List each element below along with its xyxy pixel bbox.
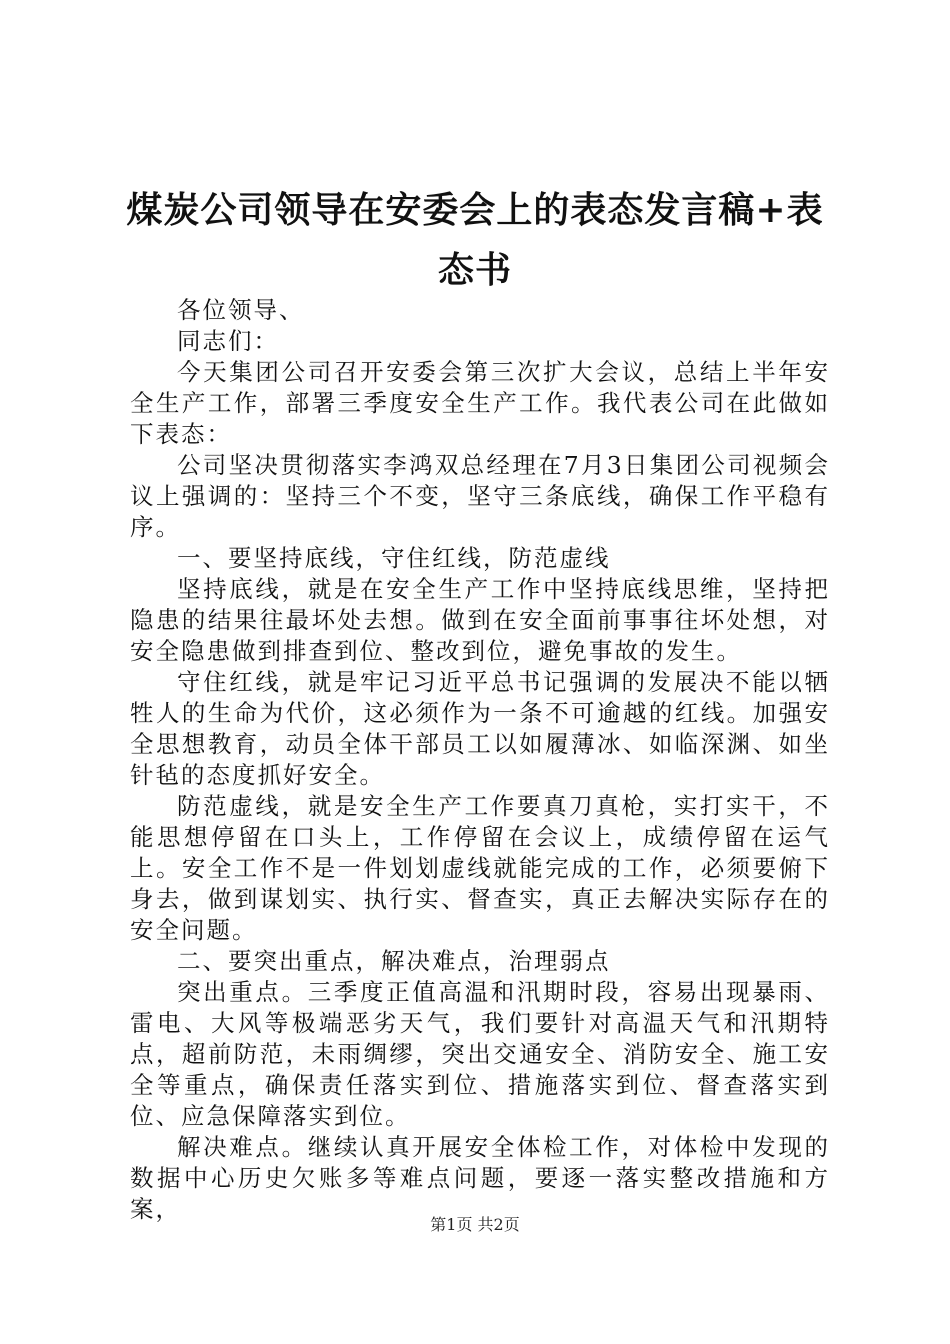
paragraph: 突出重点。三季度正值高温和汛期时段，容易出现暴雨、雷电、大风等极端恶劣天气，我们要针对高温天气和汛期特点，超前防范，未雨绸缪，突出交通安全、消防安全、施工安全等重点，确保责任落实到位、措施落实到位、督查落实到位、应急保障落实到位。 xyxy=(130,978,830,1130)
paragraph: 守住红线，就是牢记习近平总书记强调的发展决不能以牺牲人的生命为代价，这必须作为一条不可逾越的红线。加强安全思想教育，动员全体干部员工以如履薄冰、如临深渊、如坐针毡的态度抓好安全。 xyxy=(130,668,830,789)
page-footer: 第1页 共2页 xyxy=(430,1215,520,1234)
paragraph: 今天集团公司召开安委会第三次扩大会议，总结上半年安全生产工作，部署三季度安全生产工作。我代表公司在此做如下表态： xyxy=(130,358,830,448)
paragraph: 解决难点。继续认真开展安全体检工作，对体检中发现的数据中心历史欠账多等难点问题，要逐一落实整改措施和方案， xyxy=(130,1133,830,1223)
document-body xyxy=(130,295,830,1225)
document-title: 煤炭公司领导在安委会上的表态发言稿+表态书 xyxy=(126,189,824,291)
section-heading: 二、要突出重点，解决难点，治理弱点 xyxy=(177,947,611,975)
paragraph: 公司坚决贯彻落实李鸿双总经理在7月3日集团公司视频会议上强调的：坚持三个不变，坚守三条底线，确保工作平稳有序。 xyxy=(130,451,830,541)
paragraph: 各位领导、 xyxy=(177,296,305,324)
paragraph: 坚持底线，就是在安全生产工作中坚持底线思维，坚持把隐患的结果往最坏处去想。做到在安全面前事事往坏处想，对安全隐患做到排查到位、整改到位，避免事故的发生。 xyxy=(130,575,830,665)
paragraph: 同志们： xyxy=(177,327,279,355)
paragraph: 防范虚线，就是安全生产工作要真刀真枪，实打实干，不能思想停留在口头上，工作停留在会议上，成绩停留在运气上。安全工作不是一件划划虚线就能完成的工作，必须要俯下身去，做到谋划实、执行实、督查实，真正去解决实际存在的安全问题。 xyxy=(130,792,830,944)
section-heading: 一、要坚持底线，守住红线，防范虚线 xyxy=(177,544,611,572)
